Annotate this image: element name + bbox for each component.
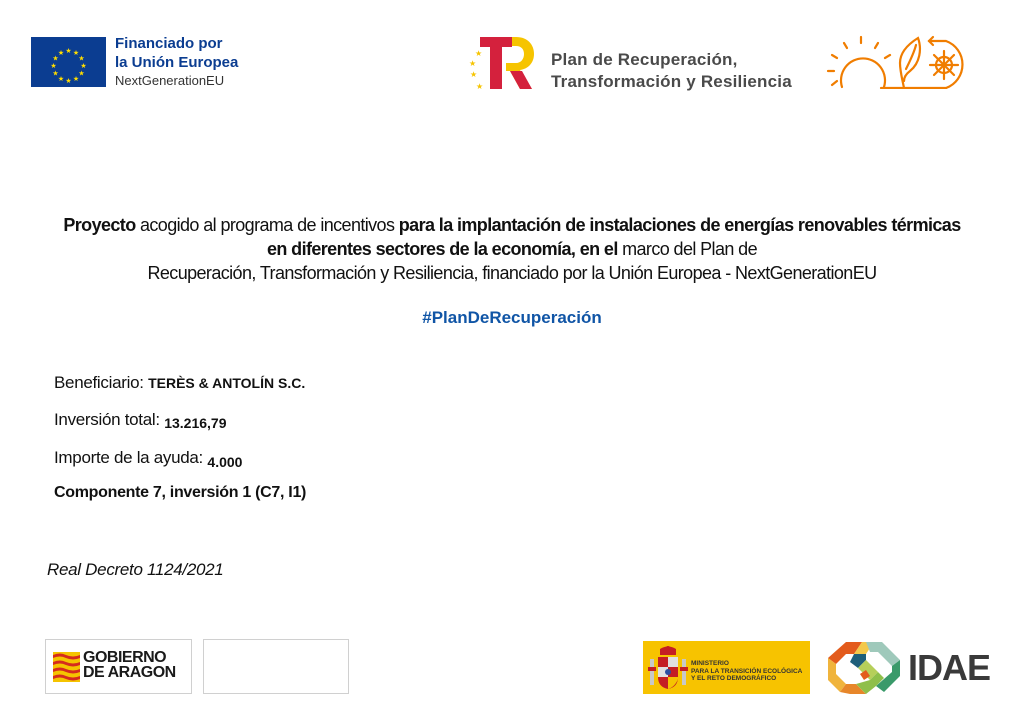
aid-label: Importe de la ayuda: (54, 448, 203, 467)
investment-label: Inversión total: (54, 410, 160, 429)
svg-text:★: ★ (57, 50, 65, 57)
title-part-1: Proyecto (63, 215, 136, 235)
prtr-label (551, 49, 792, 93)
beneficiary-label: Beneficiario: (54, 373, 144, 392)
prtr-line-2: Transformación y Resiliencia (551, 72, 792, 91)
decree-label: Real Decreto 1124/2021 (47, 560, 224, 579)
aragon-line-2: DE ARAGON (83, 664, 176, 681)
empty-logo-box (203, 639, 349, 694)
idae-label: IDAE (908, 647, 991, 688)
svg-text:★: ★ (65, 78, 72, 85)
ministerio-label (691, 660, 802, 683)
aid-row (54, 448, 242, 468)
title-part-4: marco del Plan de (617, 239, 758, 259)
prtr-line-1: Plan de Recuperación, (551, 50, 738, 69)
title-part-3: para la implantación de instalaciones de energías renovables térmicas en diferentes sectores de la economía, en el (266, 215, 961, 259)
investment-row (54, 410, 227, 430)
ministerio-line-1: MINISTERIO (691, 660, 729, 667)
eu-line-3: NextGenerationEU (115, 73, 225, 88)
investment-value: 13.216,79 (164, 415, 227, 431)
eu-line-2: la Unión Europea (115, 54, 239, 71)
svg-text:★: ★ (65, 48, 72, 55)
svg-text:★: ★ (72, 76, 80, 83)
project-description (60, 213, 964, 285)
ministerio-line-3: Y EL RETO DEMOGRÁFICO (691, 675, 777, 682)
svg-text:★: ★ (80, 63, 87, 70)
svg-text:★: ★ (50, 63, 57, 70)
title-part-2: acogido al programa de incentivos (135, 215, 399, 235)
aragon-flag-icon (53, 652, 80, 682)
beneficiary-row (54, 373, 305, 393)
eu-funding-label (115, 34, 238, 90)
svg-text:★: ★ (476, 82, 484, 91)
svg-text:★: ★ (52, 55, 59, 63)
prtr-tr-logo-icon (466, 33, 536, 93)
ministerio-line-2: PARA LA TRANSICIÓN ECOLÓGICA (691, 667, 803, 675)
idae-logo-icon (826, 640, 902, 696)
svg-text:★: ★ (470, 70, 478, 79)
hashtag: #PlanDeRecuperación (422, 308, 602, 327)
svg-text:★: ★ (52, 70, 59, 78)
title-part-5: Recuperación, Transformación y Resiliencia, financiado por la Unión Europea - NextGenerationEU (147, 263, 877, 283)
eu-flag-icon (31, 37, 106, 87)
svg-text:★: ★ (72, 50, 80, 57)
eu-line-1: Financiado por (115, 35, 223, 52)
sun-leaf-snowflake-icon (826, 33, 968, 89)
component-label: Componente 7, inversión 1 (C7, I1) (54, 484, 307, 501)
svg-text:★: ★ (57, 76, 65, 83)
svg-text:★: ★ (78, 70, 85, 78)
svg-text:★: ★ (475, 49, 483, 58)
svg-text:★: ★ (469, 59, 477, 68)
spain-coat-of-arms-icon (647, 645, 689, 691)
svg-text:★: ★ (78, 55, 85, 63)
aragon-label (83, 650, 176, 680)
beneficiary-value: TERÈS & ANTOLÍN S.C. (148, 375, 306, 391)
aragon-line-1: GOBIERNO (83, 649, 167, 666)
aid-value: 4.000 (207, 454, 243, 470)
